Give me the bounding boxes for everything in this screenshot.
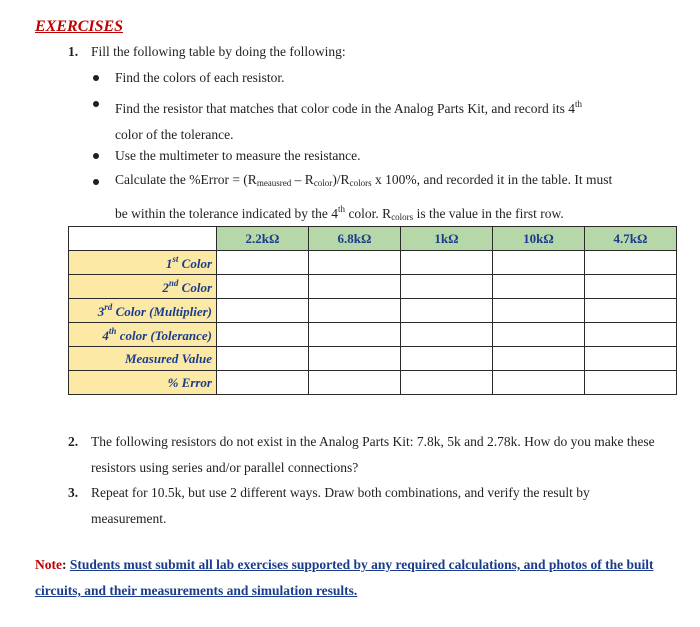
column-header: 2.2kΩ (217, 227, 309, 251)
submission-note (35, 552, 675, 604)
row-label: Measured Value (69, 347, 217, 371)
bullet-dot (93, 75, 99, 81)
bullet-item: Use the multimeter to measure the resistance. (115, 148, 361, 163)
superscript: th (338, 204, 346, 214)
table-row (69, 371, 677, 395)
superscript: rd (104, 301, 113, 312)
superscript: nd (168, 277, 179, 288)
question-text: Repeat for 10.5k, but use 2 different ways. Draw both combinations, and verify the result by measurement. (91, 485, 590, 526)
bullet-text: is the value in the first row. (413, 206, 564, 221)
question-3 (68, 480, 668, 532)
page-title: EXERCISES (35, 18, 124, 35)
row-label (69, 323, 217, 347)
table-cell[interactable] (401, 275, 493, 299)
table-cell[interactable] (217, 323, 309, 347)
column-header: 10kΩ (493, 227, 585, 251)
table-cell[interactable] (493, 371, 585, 395)
table-cell[interactable] (401, 251, 493, 275)
subscript: colors (391, 212, 414, 222)
table-cell[interactable] (217, 371, 309, 395)
table-cell[interactable] (309, 323, 401, 347)
row-label-text: Color (178, 255, 212, 271)
superscript: th (108, 325, 117, 336)
row-label-text: 4 (102, 327, 109, 343)
note-label: Note (35, 557, 62, 572)
bullet-text: Find the resistor that matches that color code in the Analog Parts Kit, and record its 4 (115, 101, 576, 116)
column-header: 4.7kΩ (585, 227, 677, 251)
question-number: 3. (68, 485, 79, 500)
bullet-dot (93, 101, 99, 107)
table-cell[interactable] (309, 275, 401, 299)
subscript: colors (349, 178, 372, 188)
bullet-text: color of the tolerance. (115, 127, 234, 142)
table-row (69, 323, 677, 347)
table-cell[interactable] (401, 323, 493, 347)
table-cell[interactable] (217, 251, 309, 275)
row-label-text: Color (Multiplier) (112, 303, 212, 319)
row-label (69, 275, 217, 299)
superscript: st (172, 253, 179, 264)
row-label-text: 3 (97, 303, 105, 319)
table-cell[interactable] (585, 371, 677, 395)
question-number: 1. (68, 44, 79, 59)
bullet-text: Calculate the %Error = (R (115, 172, 257, 187)
table-header-row (69, 227, 677, 251)
question-number: 2. (68, 434, 79, 449)
table-cell[interactable] (585, 299, 677, 323)
table-row (69, 347, 677, 371)
table-cell[interactable] (309, 347, 401, 371)
table-row (69, 299, 677, 323)
bullet-text: )/R (332, 172, 350, 187)
bullet-dot (93, 179, 99, 185)
table-row (69, 251, 677, 275)
row-label-text: color (Tolerance) (116, 327, 212, 343)
table-cell[interactable] (585, 347, 677, 371)
table-cell[interactable] (585, 275, 677, 299)
table-cell[interactable] (217, 347, 309, 371)
table-cell[interactable] (401, 347, 493, 371)
table-cell[interactable] (401, 371, 493, 395)
bullet-text: – R (291, 172, 314, 187)
row-label-text: Color (178, 279, 212, 295)
bullet-text: be within the tolerance indicated by the 4 (115, 206, 339, 221)
table-cell[interactable] (401, 299, 493, 323)
bullet-text: x 100%, and recorded it in the table. It must (371, 172, 613, 187)
row-label-text: 2 (162, 279, 169, 295)
table-cell[interactable] (493, 347, 585, 371)
row-label (69, 251, 217, 275)
resistor-table (68, 226, 677, 395)
bullet-item: Find the colors of each resistor. (115, 70, 285, 85)
bullet-item (115, 91, 675, 148)
table-cell[interactable] (309, 251, 401, 275)
table-cell[interactable] (585, 251, 677, 275)
table-row (69, 275, 677, 299)
column-header: 6.8kΩ (309, 227, 401, 251)
note-colon: : (62, 557, 70, 572)
row-label: % Error (69, 371, 217, 395)
subscript: color (313, 178, 333, 188)
bullet-item (115, 167, 675, 230)
table-cell[interactable] (493, 323, 585, 347)
column-header: 1kΩ (401, 227, 493, 251)
question-text: The following resistors do not exist in the Analog Parts Kit: 7.8k, 5k and 2.78k. How do you make these resistors using series and/or parallel connections? (91, 434, 655, 475)
subscript: meausred (256, 178, 292, 188)
table-cell[interactable] (493, 275, 585, 299)
question-1 (68, 42, 668, 61)
table-cell[interactable] (309, 371, 401, 395)
header-corner-cell (69, 227, 217, 251)
table-cell[interactable] (493, 299, 585, 323)
table-cell[interactable] (309, 299, 401, 323)
note-text: Students must submit all lab exercises supported by any required calculations, and photos of the built circuits, and their measurements and simulation results. (35, 557, 654, 598)
question-text: Fill the following table by doing the following: (91, 44, 346, 59)
row-label-text: 1 (165, 255, 173, 271)
bullet-dot (93, 153, 99, 159)
table-cell[interactable] (217, 299, 309, 323)
table-cell[interactable] (493, 251, 585, 275)
question-2 (68, 429, 668, 481)
row-label (69, 299, 217, 323)
superscript: th (575, 99, 583, 109)
bullet-text: color. R (345, 206, 392, 221)
table-cell[interactable] (217, 275, 309, 299)
table-cell[interactable] (585, 323, 677, 347)
